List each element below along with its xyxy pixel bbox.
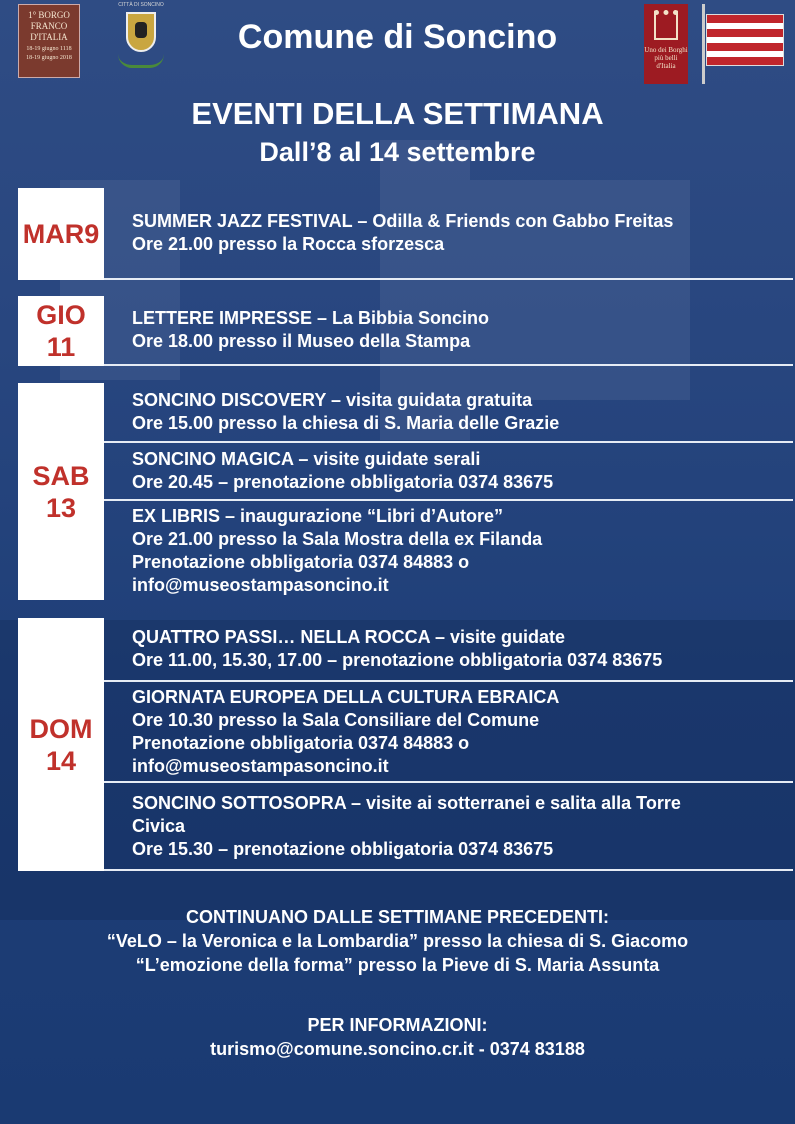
borgo-franco-badge: 1° BORGO FRANCO D'ITALIA 18-19 giugno 1118 18-19 giugno 2018 [18,4,80,78]
page-title: Comune di Soncino [237,18,558,56]
event-list [104,188,793,280]
event-item: SONCINO SOTTOSOPRA – visite ai sotterranei e salita alla Torre Civica Ore 15.30 – prenotazione obbligatoria 0374 83675 [104,783,793,871]
event-item: LETTERE IMPRESSE – La Bibbia Soncino Ore 18.00 presso il Museo della Stampa [104,296,793,366]
municipal-crest-logo: CITTÀ DI SONCINO [112,2,170,80]
continuing-events: CONTINUANO DALLE SETTIMANE PRECEDENTI: “VeLO – la Veronica e la Lombardia” presso la chiesa di S. Giacomo “L’emozione della forma” presso la Pieve di S. Maria Assunta [106,907,689,975]
flag-pole [702,4,705,84]
striped-flag-icon [706,14,784,66]
events-heading: EVENTI DELLA SETTIMANA [191,96,604,131]
event-item: SUMMER JAZZ FESTIVAL – Odilla & Friends con Gabbo Freitas Ore 21.00 presso la Rocca sforzesca [104,188,793,280]
event-item: SONCINO DISCOVERY – visita guidata gratuita Ore 15.00 presso la chiesa di S. Maria delle Grazie [104,383,793,443]
day-block-mar9 [18,188,793,280]
day-block-dom14 [18,618,793,871]
day-label: SAB 13 [18,383,104,600]
borghi-belli-logo: Uno dei Borghi più belli d'Italia [644,4,688,84]
event-item: SONCINO MAGICA – visite guidate serali Ore 20.45 – prenotazione obbligatoria 0374 83675 [104,443,793,501]
event-item: QUATTRO PASSI… NELLA ROCCA – visite guidate Ore 11.00, 15.30, 17.00 – prenotazione obbligatoria 0374 83675 [104,618,793,682]
soncino-flag [698,4,788,84]
day-label: GIO 11 [18,296,104,366]
event-list [104,296,793,366]
event-list [104,383,793,600]
day-label: DOM 14 [18,618,104,871]
day-block-gio11 [18,296,793,366]
castle-icon [654,10,678,40]
day-block-sab13 [18,383,793,600]
day-label: MAR9 [18,188,104,280]
event-item: GIORNATA EUROPEA DELLA CULTURA EBRAICA Ore 10.30 presso la Sala Consiliare del Comune Prenotazione obbligatoria 0374 84883 o info@museostampasoncino.it [104,682,793,783]
event-item: EX LIBRIS – inaugurazione “Libri d’Autore” Ore 21.00 presso la Sala Mostra della ex Filanda Prenotazione obbligatoria 0374 84883 o info@museostampasoncino.it [132,505,543,595]
date-range: Dall’8 al 14 settembre [259,137,536,167]
contact-info: PER INFORMAZIONI: turismo@comune.soncino.cr.it - 0374 83188 [210,1015,585,1059]
event-list [104,618,793,871]
